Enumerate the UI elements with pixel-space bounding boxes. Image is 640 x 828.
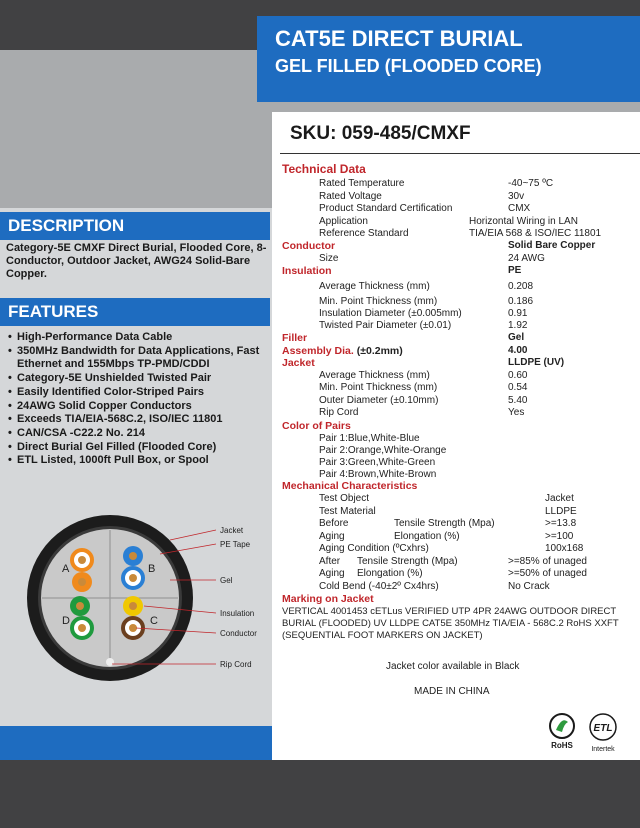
bullet-icon: • bbox=[8, 344, 12, 357]
test-object-label: Test Object bbox=[319, 493, 370, 504]
bullet-icon: • bbox=[8, 454, 12, 467]
conductor-dot bbox=[129, 552, 137, 560]
label-jacket: Jacket bbox=[220, 526, 244, 535]
insulation-value: PE bbox=[508, 265, 522, 276]
twisted-pair-diameter-value: 1.92 bbox=[508, 320, 528, 331]
bottom-band bbox=[0, 760, 640, 828]
cold-bend-value: No Crack bbox=[508, 581, 550, 592]
feature-text: Direct Burial Gel Filled (Flooded Core) bbox=[17, 440, 217, 453]
test-object-value: Jacket bbox=[545, 493, 574, 504]
size-value: 24 AWG bbox=[508, 253, 545, 264]
feature-item bbox=[8, 441, 272, 455]
rip-cord-dot bbox=[106, 658, 114, 666]
description-heading: DESCRIPTION bbox=[8, 216, 125, 235]
technical-data-heading: Technical Data bbox=[282, 162, 366, 176]
bullet-icon: • bbox=[8, 372, 12, 385]
certification-value: CMX bbox=[508, 203, 531, 214]
feature-item bbox=[8, 331, 272, 345]
conductor-dot bbox=[76, 602, 84, 610]
after-value: >=85% of unaged bbox=[508, 556, 587, 567]
made-in-label: MADE IN CHINA bbox=[414, 686, 490, 697]
sku-divider bbox=[280, 153, 640, 154]
rated-voltage-value: 30v bbox=[508, 191, 525, 202]
feature-text: 350MHz Bandwidth for Data Applications, Fast Ethernet and 155Mbps TP-PMD/CDDI bbox=[17, 344, 260, 371]
conductor-dot bbox=[129, 602, 137, 610]
conductor-dot bbox=[78, 578, 86, 586]
label-rip-cord: Rip Cord bbox=[220, 660, 252, 669]
aging-value: >=100 bbox=[545, 531, 574, 542]
bullet-icon: • bbox=[8, 440, 12, 453]
reference-standard-value: TIA/EIA 568 & ISO/IEC 11801 bbox=[469, 228, 602, 239]
label-gel: Gel bbox=[220, 576, 233, 585]
rip-cord-value: Yes bbox=[508, 407, 525, 418]
conductor-dot bbox=[129, 574, 137, 582]
jacket-min-thickness-value: 0.54 bbox=[508, 382, 528, 393]
conductor-heading: Conductor bbox=[282, 240, 336, 252]
rip-cord-label: Rip Cord bbox=[319, 407, 359, 418]
bullet-icon: • bbox=[8, 399, 12, 412]
etl-mark: ETL bbox=[593, 723, 613, 734]
rated-temperature-value: -40~75 ºC bbox=[508, 178, 554, 189]
marking-text: VERTICAL 4001453 cETLus VERIFIED UTP 4PR 24AWG OUTDOOR DIRECT BURIAL (FLOODED) UV LLDPE CAT5E 350MHz TIA/EIA - 568C.2 RoHS XXFT (SEQUENTIAL FOOT MARKERS ON JACKET) bbox=[282, 606, 619, 641]
aging2-label: Aging bbox=[319, 568, 345, 579]
label-insulation: Insulation bbox=[220, 609, 255, 618]
bottom-blue-band bbox=[0, 726, 272, 760]
conductor-dot bbox=[78, 556, 86, 564]
title-line-1: CAT5E DIRECT BURIAL bbox=[275, 26, 523, 51]
insulation-avg-thickness-label: Average Thickness (mm) bbox=[319, 281, 430, 292]
feature-item bbox=[8, 400, 272, 414]
pair-2: Pair 2:Orange,White-Orange bbox=[319, 445, 447, 456]
before-value: >=13.8 bbox=[545, 518, 577, 529]
pair-letter-a: A bbox=[62, 563, 70, 575]
rated-temperature-label: Rated Temperature bbox=[319, 178, 405, 189]
mechanical-heading: Mechanical Characteristics bbox=[282, 480, 418, 492]
features-list bbox=[8, 331, 272, 468]
insulation-min-thickness-label: Min. Point Thickness (mm) bbox=[319, 296, 438, 307]
assembly-heading-label: Assembly Dia. bbox=[282, 345, 354, 357]
feature-text: ETL Listed, 1000ft Pull Box, or Spool bbox=[17, 454, 209, 467]
aging2-value: >=50% of unaged bbox=[508, 568, 587, 579]
after-label: After bbox=[319, 556, 341, 567]
rohs-leaf bbox=[556, 720, 568, 732]
filler-value: Gel bbox=[508, 332, 525, 343]
bullet-icon: • bbox=[8, 426, 12, 439]
test-material-value: LLDPE bbox=[545, 506, 577, 517]
test-material-label: Test Material bbox=[319, 506, 376, 517]
feature-text: Category-5E Unshielded Twisted Pair bbox=[17, 372, 212, 385]
feature-item bbox=[8, 386, 272, 400]
pair-1: Pair 1:Blue,White-Blue bbox=[319, 433, 420, 444]
feature-text: Exceeds TIA/EIA-568C.2, ISO/IEC 11801 bbox=[17, 413, 223, 426]
bullet-icon: • bbox=[8, 385, 12, 398]
feature-item bbox=[8, 413, 272, 427]
application-value: Horizontal Wiring in LAN bbox=[469, 216, 578, 227]
outer-diameter-label: Outer Diameter (±0.10mm) bbox=[319, 395, 439, 406]
label-conductor: Conductor bbox=[220, 629, 257, 638]
rohs-label: RoHS bbox=[551, 741, 573, 750]
pair-letter-c: C bbox=[150, 615, 158, 627]
assembly-tolerance: (±0.2mm) bbox=[356, 345, 403, 357]
feature-text: 24AWG Solid Copper Conductors bbox=[17, 399, 192, 412]
cable-cross-section-diagram bbox=[20, 510, 280, 695]
filler-heading: Filler bbox=[282, 332, 308, 344]
bullet-icon: • bbox=[8, 331, 12, 343]
insulation-avg-thickness-value: 0.208 bbox=[508, 281, 534, 292]
feature-text: CAN/CSA -C22.2 No. 214 bbox=[17, 426, 145, 439]
jacket-min-thickness-label: Min. Point Thickness (mm) bbox=[319, 382, 438, 393]
features-heading: FEATURES bbox=[8, 302, 99, 321]
assembly-heading bbox=[282, 345, 403, 357]
rohs-logo bbox=[548, 712, 576, 752]
aging-test: Elongation (%) bbox=[394, 531, 460, 542]
etl-label: Intertek bbox=[591, 746, 615, 753]
description-header bbox=[0, 212, 270, 240]
insulation-diameter-label: Insulation Diameter (±0.005mm) bbox=[319, 308, 462, 319]
twisted-pair-diameter-label: Twisted Pair Diameter (±0.01) bbox=[319, 320, 452, 331]
insulation-diameter-value: 0.91 bbox=[508, 308, 528, 319]
conductor-dot bbox=[78, 624, 86, 632]
color-of-pairs-heading: Color of Pairs bbox=[282, 420, 351, 432]
insulation-min-thickness-value: 0.186 bbox=[508, 296, 534, 307]
jacket-heading: Jacket bbox=[282, 357, 315, 369]
leader-jacket bbox=[170, 530, 216, 540]
reference-standard-label: Reference Standard bbox=[319, 228, 409, 239]
insulation-heading: Insulation bbox=[282, 265, 332, 277]
jacket-color-note: Jacket color available in Black bbox=[386, 661, 520, 672]
assembly-value: 4.00 bbox=[508, 345, 528, 356]
aging-condition-value: 100x168 bbox=[545, 543, 584, 554]
title-banner bbox=[257, 16, 640, 102]
aging-condition-label: Aging Condition (ºCxhrs) bbox=[319, 543, 429, 554]
marking-heading: Marking on Jacket bbox=[282, 593, 374, 605]
etl-logo bbox=[586, 712, 620, 754]
before-test: Tensile Strength (Mpa) bbox=[394, 518, 495, 529]
pair-letter-b: B bbox=[148, 563, 156, 575]
jacket-avg-thickness-value: 0.60 bbox=[508, 370, 528, 381]
feature-text: Easily Identified Color-Striped Pairs bbox=[17, 385, 205, 398]
size-label: Size bbox=[319, 253, 339, 264]
rated-voltage-label: Rated Voltage bbox=[319, 191, 382, 202]
pair-3: Pair 3:Green,White-Green bbox=[319, 457, 436, 468]
feature-item bbox=[8, 427, 272, 441]
feature-item bbox=[8, 454, 272, 468]
jacket-avg-thickness-label: Average Thickness (mm) bbox=[319, 370, 430, 381]
feature-item bbox=[8, 372, 272, 386]
cold-bend-label: Cold Bend (-40±2º Cx4hrs) bbox=[319, 581, 439, 592]
outer-diameter-value: 5.40 bbox=[508, 395, 528, 406]
conductor-value: Solid Bare Copper bbox=[508, 240, 596, 251]
application-label: Application bbox=[319, 216, 368, 227]
feature-item bbox=[8, 345, 272, 372]
jacket-value: LLDPE (UV) bbox=[508, 357, 565, 368]
before-label: Before bbox=[319, 518, 349, 529]
description-text: Category-5E CMXF Direct Burial, Flooded Core, 8-Conductor, Outdoor Jacket, AWG24 Solid-Bare Copper. bbox=[6, 242, 267, 280]
features-header bbox=[0, 298, 270, 326]
feature-text: High-Performance Data Cable bbox=[17, 331, 173, 343]
pair-letter-d: D bbox=[62, 615, 70, 627]
conductor-dot bbox=[129, 624, 137, 632]
aging-label: Aging bbox=[319, 531, 345, 542]
left-upper-band bbox=[0, 100, 272, 208]
sku-label: SKU: 059-485/CMXF bbox=[290, 123, 471, 144]
label-pe-tape: PE Tape bbox=[220, 540, 251, 549]
certification-label: Product Standard Certification bbox=[319, 203, 453, 214]
aging2-test: Elongation (%) bbox=[357, 568, 423, 579]
bullet-icon: • bbox=[8, 413, 12, 426]
after-test: Tensile Strength (Mpa) bbox=[357, 556, 458, 567]
title-line-2: GEL FILLED (FLOODED CORE) bbox=[275, 56, 542, 76]
pair-4: Pair 4:Brown,White-Brown bbox=[319, 469, 437, 480]
